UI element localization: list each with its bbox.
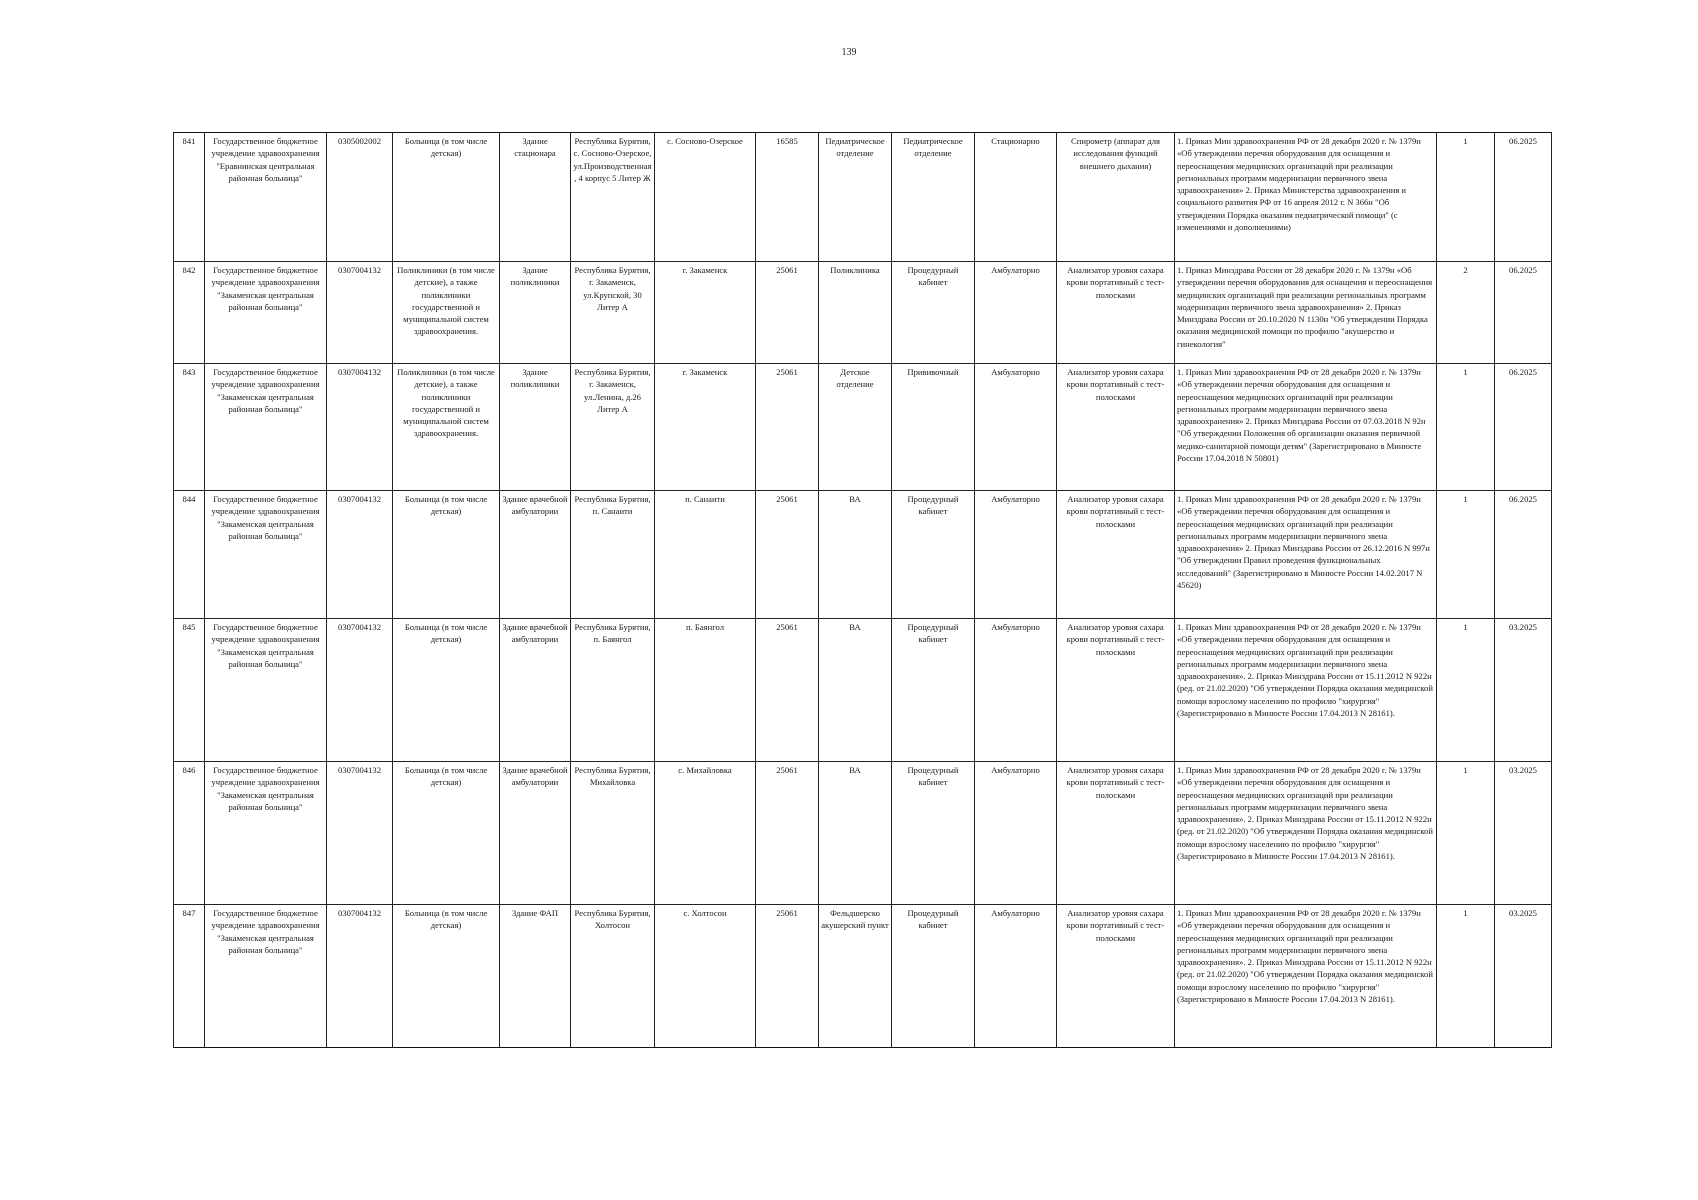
regulation-text: 1. Приказ Мин здравоохранения РФ от 28 декабря 2020 г. № 1379н «Об утверждении перечня оборудования для оснащения и переоснащения медицинских организаций при реализации региональных программ модернизации первичного звена здравоохранения». 2. Приказ Минздрава России от 15.11.2012 N 922н (ред. от 21.02.2020) "Об утверждении Порядка оказания медицинской помощи взрослому населению по профилю "хирургия" (Зарегистрировано в Минюсте России 17.04.2013 N 28161). [1175,762,1437,905]
department: ВА [819,619,892,762]
room: Процедурный кабинет [892,905,975,1048]
room: Педиатрическое отделение [892,133,975,262]
delivery-date: 06.2025 [1495,133,1552,262]
facility-type: Больница (в том числе детская) [393,491,500,619]
building-name: Здание ФАП [500,905,571,1048]
care-condition: Амбулаторно [975,262,1057,364]
okato-code: 25061 [756,491,819,619]
quantity: 1 [1437,491,1495,619]
address: Республика Бурятия, г. Закаменск, ул.Крупской, 30 Литер А [571,262,655,364]
room: Прививочный [892,364,975,491]
equipment-name: Анализатор уровня сахара крови портативный с тест-полосками [1057,262,1175,364]
table-row [174,619,1552,762]
building-name: Здание поликлиники [500,364,571,491]
okato-code: 16585 [756,133,819,262]
department: Педиатрическое отделение [819,133,892,262]
care-condition: Амбулаторно [975,905,1057,1048]
locality: п. Санаити [655,491,756,619]
quantity: 2 [1437,262,1495,364]
organization-code: 0305002002 [327,133,393,262]
locality: с. Холтосон [655,905,756,1048]
equipment-name: Анализатор уровня сахара крови портативный с тест-полосками [1057,364,1175,491]
facility-type: Больница (в том числе детская) [393,905,500,1048]
organization-name: Государственное бюджетное учреждение здравоохранения "Закаменская центральная районная больница" [205,262,327,364]
row-number: 845 [174,619,205,762]
address: Республика Бурятия, Холтосон [571,905,655,1048]
care-condition: Амбулаторно [975,762,1057,905]
building-name: Здание стационара [500,133,571,262]
row-number: 841 [174,133,205,262]
okato-code: 25061 [756,619,819,762]
quantity: 1 [1437,364,1495,491]
care-condition: Амбулаторно [975,491,1057,619]
facility-type: Больница (в том числе детская) [393,133,500,262]
organization-code: 0307004132 [327,262,393,364]
delivery-date: 03.2025 [1495,762,1552,905]
address: Республика Бурятия, Михайловка [571,762,655,905]
table-row [174,364,1552,491]
locality: с. Сосново-Озерское [655,133,756,262]
regulation-text: 1. Приказ Минздрава России от 28 декабря 2020 г. № 1379н «Об утверждении перечня оборудования для оснащения и переоснащения медицинских организаций при реализации региональных программ модернизации первичного звена здравоохранения» 2. Приказ Минздрава России от 20.10.2020 N 1130н "Об утверждении Порядка оказания медицинской помощи по профилю "акушерство и гинекология" [1175,262,1437,364]
delivery-date: 06.2025 [1495,491,1552,619]
table-row [174,262,1552,364]
address: Республика Бурятия, г. Закаменск, ул.Ленина, д.26 Литер А [571,364,655,491]
okato-code: 25061 [756,905,819,1048]
row-number: 847 [174,905,205,1048]
facility-type: Больница (в том числе детская) [393,762,500,905]
organization-code: 0307004132 [327,364,393,491]
equipment-name: Анализатор уровня сахара крови портативный с тест-полосками [1057,905,1175,1048]
page-number: 139 [841,47,857,58]
equipment-name: Анализатор уровня сахара крови портативный с тест-полосками [1057,619,1175,762]
equipment-registry-table [173,132,1552,1048]
building-name: Здание поликлиники [500,262,571,364]
table-row [174,762,1552,905]
organization-name: Государственное бюджетное учреждение здравоохранения "Закаменская центральная районная больница" [205,491,327,619]
okato-code: 25061 [756,762,819,905]
delivery-date: 06.2025 [1495,262,1552,364]
regulation-text: 1. Приказ Мин здравоохранения РФ от 28 декабря 2020 г. № 1379н «Об утверждении перечня оборудования для оснащения и переоснащения медицинских организаций при реализации региональных программ модернизации первичного звена здравоохранения». 2. Приказ Минздрава России от 15.11.2012 N 922н (ред. от 21.02.2020) "Об утверждении Порядка оказания медицинской помощи взрослому населению по профилю "хирургия" (Зарегистрировано в Минюсте России 17.04.2013 N 28161). [1175,619,1437,762]
delivery-date: 03.2025 [1495,905,1552,1048]
row-number: 846 [174,762,205,905]
organization-name: Государственное бюджетное учреждение здравоохранения "Закаменская центральная районная больница" [205,762,327,905]
care-condition: Амбулаторно [975,364,1057,491]
address: Республика Бурятия, п. Санаити [571,491,655,619]
row-number: 842 [174,262,205,364]
row-number: 843 [174,364,205,491]
locality: г. Закаменск [655,262,756,364]
equipment-name: Анализатор уровня сахара крови портативный с тест-полосками [1057,491,1175,619]
facility-type: Поликлиники (в том числе детские), а также поликлиники государственной и муниципальной систем здравоохранения. [393,364,500,491]
facility-type: Поликлиники (в том числе детские), а также поликлиники государственной и муниципальной систем здравоохранения. [393,262,500,364]
department: ВА [819,491,892,619]
building-name: Здание врачебной амбулатории [500,491,571,619]
department: Детское отделение [819,364,892,491]
quantity: 1 [1437,905,1495,1048]
table-row [174,133,1552,262]
organization-code: 0307004132 [327,905,393,1048]
department: Фельдшерско акушерский пункт [819,905,892,1048]
equipment-name: Спирометр (аппарат для исследования функций внешнего дыхания) [1057,133,1175,262]
room: Процедурный кабинет [892,491,975,619]
department: ВА [819,762,892,905]
quantity: 1 [1437,133,1495,262]
locality: г. Закаменск [655,364,756,491]
organization-name: Государственное бюджетное учреждение здравоохранения "Еравнинская центральная районная больница" [205,133,327,262]
row-number: 844 [174,491,205,619]
address: Республика Бурятия, п. Баянгол [571,619,655,762]
regulation-text: 1. Приказ Мин здравоохранения РФ от 28 декабря 2020 г. № 1379н «Об утверждении перечня оборудования для оснащения и переоснащения медицинских организаций при реализации региональных программ модернизации первичного звена здравоохранения». 2. Приказ Минздрава России от 15.11.2012 N 922н (ред. от 21.02.2020) "Об утверждении Порядка оказания медицинской помощи взрослому населению по профилю "хирургия" (Зарегистрировано в Минюсте России 17.04.2013 N 28161). [1175,905,1437,1048]
room: Процедурный кабинет [892,762,975,905]
organization-code: 0307004132 [327,619,393,762]
organization-code: 0307004132 [327,762,393,905]
regulation-text: 1. Приказ Мин здравоохранения РФ от 28 декабря 2020 г. № 1379н «Об утверждении перечня оборудования для оснащения и переоснащения медицинских организаций при реализации региональных программ модернизации первичного звена здравоохранения» 2. Приказ Минздрава России от 26.12.2016 N 997н "Об утверждении Правил проведения функциональных исследований" (Зарегистрировано в Минюсте России 14.02.2017 N 45620) [1175,491,1437,619]
building-name: Здание врачебной амбулатории [500,762,571,905]
facility-type: Больница (в том числе детская) [393,619,500,762]
delivery-date: 03.2025 [1495,619,1552,762]
locality: с. Михайловка [655,762,756,905]
organization-name: Государственное бюджетное учреждение здравоохранения "Закаменская центральная районная больница" [205,364,327,491]
organization-code: 0307004132 [327,491,393,619]
department: Поликлиника [819,262,892,364]
organization-name: Государственное бюджетное учреждение здравоохранения "Закаменская центральная районная больница" [205,619,327,762]
care-condition: Стационарно [975,133,1057,262]
care-condition: Амбулаторно [975,619,1057,762]
room: Процедурный кабинет [892,619,975,762]
delivery-date: 06.2025 [1495,364,1552,491]
table-row [174,905,1552,1048]
regulation-text: 1. Приказ Мин здравоохранения РФ от 28 декабря 2020 г. № 1379н «Об утверждении перечня оборудования для оснащения и переоснащения медицинских организаций при реализации региональных программ модернизации первичного звена здравоохранения» 2. Приказ Министерства здравоохранения и социального развития РФ от 16 апреля 2012 г. N 366н "Об утверждении Порядка оказания педиатрической помощи" (с изменениями и дополнениями) [1175,133,1437,262]
quantity: 1 [1437,619,1495,762]
equipment-name: Анализатор уровня сахара крови портативный с тест-полосками [1057,762,1175,905]
quantity: 1 [1437,762,1495,905]
building-name: Здание врачебной амбулатории [500,619,571,762]
table-row [174,491,1552,619]
room: Процедурный кабинет [892,262,975,364]
locality: п. Баянгол [655,619,756,762]
address: Республика Бурятия, с. Сосново-Озерское, ул.Производственная, 4 корпус 5 Литер Ж [571,133,655,262]
okato-code: 25061 [756,262,819,364]
okato-code: 25061 [756,364,819,491]
regulation-text: 1. Приказ Мин здравоохранения РФ от 28 декабря 2020 г. № 1379н «Об утверждении перечня оборудования для оснащения и переоснащения медицинских организаций при реализации региональных программ модернизации первичного звена здравоохранения» 2. Приказ Минздрава России от 07.03.2018 N 92н "Об утверждении Положения об организации оказания первичной медико-санитарной помощи детям" (Зарегистрировано в Минюсте России 17.04.2018 N 50801) [1175,364,1437,491]
organization-name: Государственное бюджетное учреждение здравоохранения "Закаменская центральная районная больница" [205,905,327,1048]
